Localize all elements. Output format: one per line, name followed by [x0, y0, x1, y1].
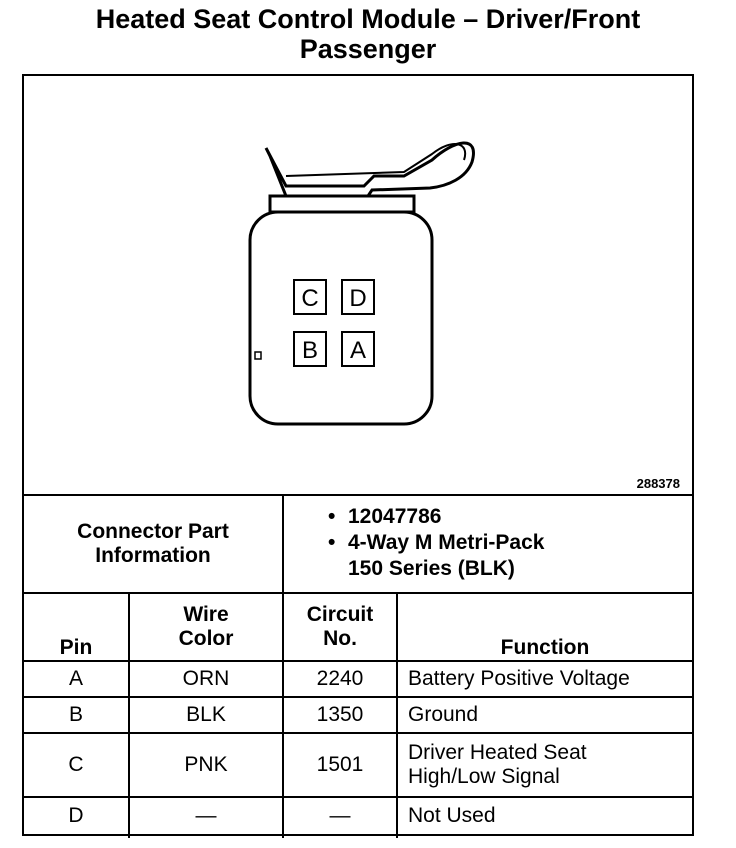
connector-drawing [24, 76, 692, 496]
header-circuit-line-1: Circuit [306, 603, 374, 626]
header-pin: Pin [59, 636, 93, 659]
row-d-wire-color: — [195, 804, 217, 827]
row-a-function: Battery Positive Voltage [408, 667, 630, 690]
row-b-pin: B [68, 703, 83, 726]
row-c-circuit: 1501 [316, 753, 364, 776]
connector-info-values [324, 504, 544, 582]
latch-tab [270, 196, 414, 212]
latch-clip [266, 143, 473, 196]
title-line-2: Passenger [299, 34, 437, 64]
row-d-pin: D [68, 804, 84, 827]
figure-number: 288378 [636, 476, 680, 491]
header-wire-color-line-1: Wire [183, 603, 229, 626]
page-title [0, 4, 736, 64]
header-circuit-no [284, 594, 396, 660]
header-wire-color [130, 594, 282, 660]
pin-label-d: D [349, 285, 367, 312]
row-d-circuit: — [329, 804, 351, 827]
connector-body [250, 212, 432, 424]
connector-description-line-2: 150 Series (BLK) [348, 557, 515, 580]
title-line-1: Heated Seat Control Module – Driver/Front [95, 4, 641, 34]
connector-part-number: • 12047786 [324, 504, 544, 530]
row-c-wire-color: PNK [184, 753, 228, 776]
header-function: Function [500, 636, 590, 659]
row-a-pin: A [68, 667, 83, 690]
row-c-function-line-2: High/Low Signal [408, 765, 560, 788]
row-b-circuit: 1350 [316, 703, 364, 726]
pin-label-a: A [349, 337, 367, 364]
row-b-function: Ground [408, 703, 479, 726]
header-wire-color-line-2: Color [178, 627, 234, 650]
locator-key [255, 352, 261, 359]
pin-label-c: C [301, 285, 319, 312]
row-c-function-line-1: Driver Heated Seat [408, 741, 587, 764]
row-d-function: Not Used [408, 804, 496, 827]
connector-description-line-1: • 4-Way M Metri-Pack [324, 530, 544, 556]
connector-info-label-line-2: Information [95, 544, 211, 567]
connector-info-label [24, 496, 282, 592]
row-c-pin: C [68, 753, 84, 776]
row-c-function [398, 734, 692, 796]
connector-info-label-line-1: Connector Part [77, 520, 229, 543]
pin-label-b: B [301, 337, 319, 364]
connector-figure [24, 76, 692, 496]
connector-table-frame [22, 74, 694, 836]
row-b-wire-color: BLK [186, 703, 226, 726]
row-a-wire-color: ORN [182, 667, 230, 690]
row-a-circuit: 2240 [316, 667, 364, 690]
header-circuit-line-2: No. [323, 627, 357, 650]
